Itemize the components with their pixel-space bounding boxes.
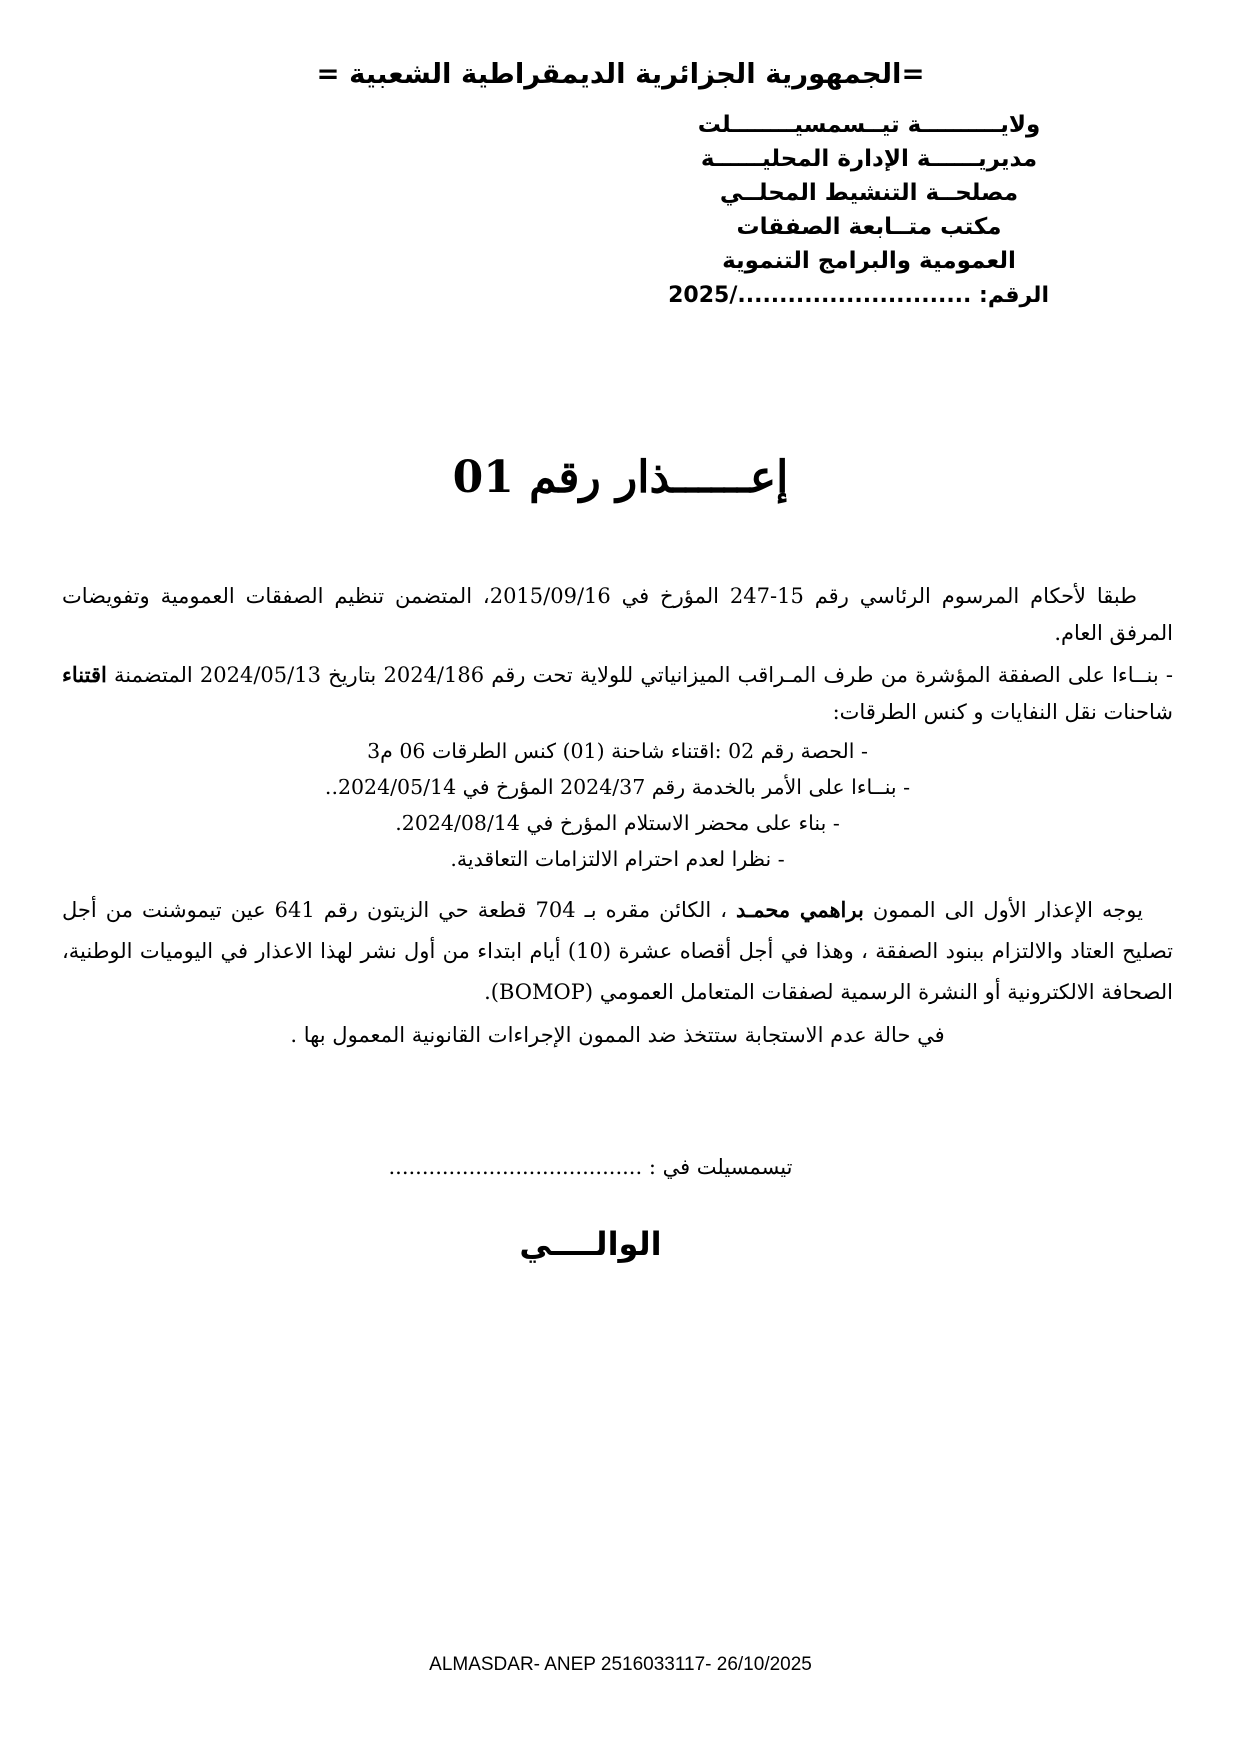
letterhead-province: ولايــــــــــة تيــسمسيــــــــلت	[697, 112, 1041, 138]
paragraph-legal-basis: طبقا لأحكام المرسوم الرئاسي رقم 15-247 المؤرخ في 2015/09/16، المتضمن تنظيم الصفقات العمومية وتفويضات المرفق العام.	[62, 584, 1173, 645]
signature-block	[0, 1155, 1241, 1263]
paragraph-closing-warning: في حالة عدم الاستجابة ستتخذ ضد الممون الإجراءات القانونية المعمول بها .	[290, 1023, 945, 1047]
list-item-reason: - نظرا لعدم احترام الالتزامات التعاقدية.	[450, 847, 785, 871]
contract-reference-rest: شاحنات نقل النفايات و كنس الطرقات:	[832, 700, 1173, 724]
list-item-receipt-record: - بناء على محضر الاستلام المؤرخ في 2024/08/14.	[395, 811, 840, 835]
document-body	[62, 578, 1173, 1055]
letterhead-reference-number: الرقم: ............................/2025	[668, 283, 1049, 308]
contract-reference-text: - بنــاءا على الصفقة المؤشرة من طرف المـراقب الميزانياتي للولاية تحت رقم 2024/186 بتاريخ 2024/05/13 المتضمنة	[114, 663, 1173, 687]
page-title: إعــــــذار رقم 01	[452, 452, 789, 503]
paragraph-contract-reference	[62, 656, 1173, 731]
list-item-lot: - الحصة رقم 02 :اقتناء شاحنة (01) كنس الطرقات 06 م3	[367, 739, 868, 763]
notice-text-part2: ، الكائن مقره بـ 704 قطعة حي الزيتون رقم 641 عين تيموشنت من أجل تصليح العتاد والالتزام ببنود الصفقة ، وهذا في أجل أقصاه عشرة (10) أيام ابتداء من أول نشر لهذا الاعذار في اليوميات الوطنية، الصحافة الالكترونية أو النشرة الرسمية لصفقات المتعامل العمومي (BOMOP).	[62, 898, 1173, 1004]
letterhead-directorate: مديريــــــة الإدارة المحليــــــة	[700, 146, 1038, 172]
letterhead-office-cont: العمومية والبرامج التنموية	[722, 248, 1016, 274]
letterhead-service: مصلحــة التنشيط المحلــي	[719, 180, 1019, 206]
letterhead-office: مكتب متــابعة الصفقات	[736, 214, 1002, 240]
contract-reference-bold: اقتناء	[62, 662, 107, 687]
signer-title: الوالــــي	[519, 1225, 662, 1263]
list-item-service-order: - بنــاءا على الأمر بالخدمة رقم 2024/37 المؤرخ في 2024/05/14..	[324, 775, 911, 799]
notice-text-part1: يوجه الإعذار الأول الى الممون	[872, 898, 1143, 922]
letterhead-block	[668, 108, 1049, 313]
supplier-name: براهمي محمـد	[736, 897, 864, 922]
footer-anep-reference: ALMASDAR- ANEP 2516033117- 26/10/2025	[429, 1654, 812, 1675]
signature-place-date: تيسمسيلت في : ......................................	[388, 1155, 793, 1179]
republic-header: =الجمهورية الجزائرية الديمقراطية الشعبية =	[316, 58, 925, 90]
paragraph-main-notice	[62, 889, 1173, 1013]
